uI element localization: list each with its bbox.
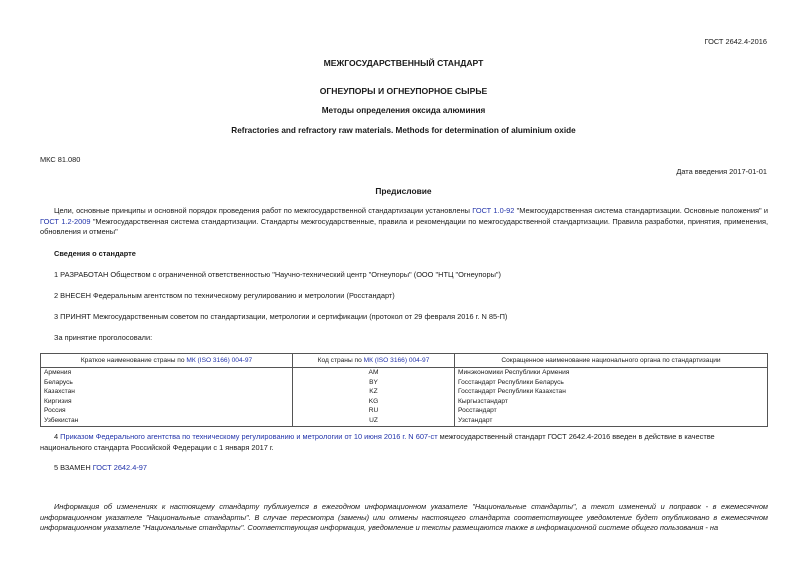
column-header-code: Код страны по МК (ISO 3166) 004-97 xyxy=(293,354,455,368)
item-developed: 1 РАЗРАБОТАН Обществом с ограниченной ответственностью "Научно-технический центр "Огнеупоры" (ООО "НТЦ "Огнеупоры") xyxy=(54,270,501,279)
voted-label: За принятие проголосовали: xyxy=(54,333,153,342)
country-cell: Армения xyxy=(41,368,293,378)
table-row xyxy=(41,368,768,378)
mk-iso-link[interactable]: МК (ISO 3166) 004-97 xyxy=(363,357,430,364)
table-row xyxy=(41,416,768,426)
code-cell: KG xyxy=(293,397,455,407)
preface-heading: Предисловие xyxy=(375,186,432,196)
body-cell: Кыргызстандарт xyxy=(455,397,768,407)
standard-label: МЕЖГОСУДАРСТВЕННЫЙ СТАНДАРТ xyxy=(323,58,484,68)
document-code: ГОСТ 2642.4-2016 xyxy=(704,37,767,46)
english-title: Refractories and refractory raw materials. Methods for determination of aluminium oxide xyxy=(231,126,576,135)
introduction-date: Дата введения 2017-01-01 xyxy=(676,167,767,176)
mk-iso-link[interactable]: МК (ISO 3166) 004-97 xyxy=(186,357,253,364)
column-header-country: Краткое наименование страны по МК (ISO 3166) 004-97 xyxy=(41,354,293,368)
table-header-row xyxy=(41,354,768,368)
country-cell: Киргизия xyxy=(41,397,293,407)
country-cell: Узбекистан xyxy=(41,416,293,426)
country-cell: Россия xyxy=(41,406,293,416)
table-row xyxy=(41,406,768,416)
table-row xyxy=(41,387,768,397)
country-cell: Беларусь xyxy=(41,378,293,388)
code-cell: AM xyxy=(293,368,455,378)
code-cell: RU xyxy=(293,406,455,416)
document-title: ОГНЕУПОРЫ И ОГНЕУПОРНОЕ СЫРЬЕ xyxy=(319,86,488,96)
table-row xyxy=(41,378,768,388)
country-cell: Казахстан xyxy=(41,387,293,397)
preface-text: "Межгосударственная система стандартизации. Основные положения" и xyxy=(514,206,768,215)
item-enacted xyxy=(40,432,768,453)
item-submitted: 2 ВНЕСЕН Федеральным агентством по техническому регулированию и метрологии (Росстандарт) xyxy=(54,291,395,300)
mks-code: МКС 81.080 xyxy=(40,155,81,164)
countries-table xyxy=(40,353,768,427)
code-cell: UZ xyxy=(293,416,455,426)
preface-paragraph xyxy=(40,206,768,238)
body-cell: Госстандарт Республики Беларусь xyxy=(455,378,768,388)
item-replaces-text: 5 ВЗАМЕН xyxy=(54,463,93,472)
gost-1-2-link[interactable]: ГОСТ 1.2-2009 xyxy=(40,216,91,226)
item-enacted-text: межгосударственный стандарт ГОСТ 2642.4-2016 введен в действие в качестве национального стандарта Российской Федерации с 1 января 2017 г. xyxy=(40,432,715,452)
table-row xyxy=(41,397,768,407)
code-cell: KZ xyxy=(293,387,455,397)
body-cell: Госстандарт Республики Казахстан xyxy=(455,387,768,397)
document-subtitle: Методы определения оксида алюминия xyxy=(321,106,486,115)
preface-text: "Межгосударственная система стандартизации. Стандарты межгосударственные, правила и рекомендации по межгосударственной стандартизации. Правила разработки, принятия, применения, обновления и отмены" xyxy=(40,216,768,237)
gost-1-0-link[interactable]: ГОСТ 1.0-92 xyxy=(472,206,515,215)
item-adopted: 3 ПРИНЯТ Межгосударственным советом по стандартизации, метрологии и сертификации (протокол от 29 февраля 2016 г. N 85-П) xyxy=(54,312,508,321)
preface-text: Цели, основные принципы и основной порядок проведения работ по межгосударственной стандартизации установлены xyxy=(54,206,473,215)
body-cell: Узстандарт xyxy=(455,416,768,426)
order-link[interactable]: Приказом Федерального агентства по техническому регулированию и метрологии от 10 июня 2016 г. N 607-ст xyxy=(60,432,438,441)
code-cell: BY xyxy=(293,378,455,388)
gost-2642-4-97-link[interactable]: ГОСТ 2642.4-97 xyxy=(92,463,148,472)
info-heading: Сведения о стандарте xyxy=(54,249,136,258)
body-cell: Минэкономики Республики Армения xyxy=(455,368,768,378)
item-replaces xyxy=(54,463,147,472)
body-cell: Росстандарт xyxy=(455,406,768,416)
column-header-body: Сокращенное наименование национального органа по стандартизации xyxy=(455,354,768,368)
item-number: 4 xyxy=(54,432,61,441)
changes-info-note: Информация об изменениях к настоящему стандарту публикуется в ежегодном информационном указателе "Национальные стандарты", а текст изменений и поправок - в ежемесячном информационном указателе "Национальные стандарты". В случае пересмотра (замены) или отмены настоящего стандарта соответствующее уведомление будет опубликовано в ежемесячном информационном указателе "Национальные стандарты". Соответствующая информация, уведомление и тексты размещаются также в информационной системе общего пользования - на xyxy=(40,502,768,533)
